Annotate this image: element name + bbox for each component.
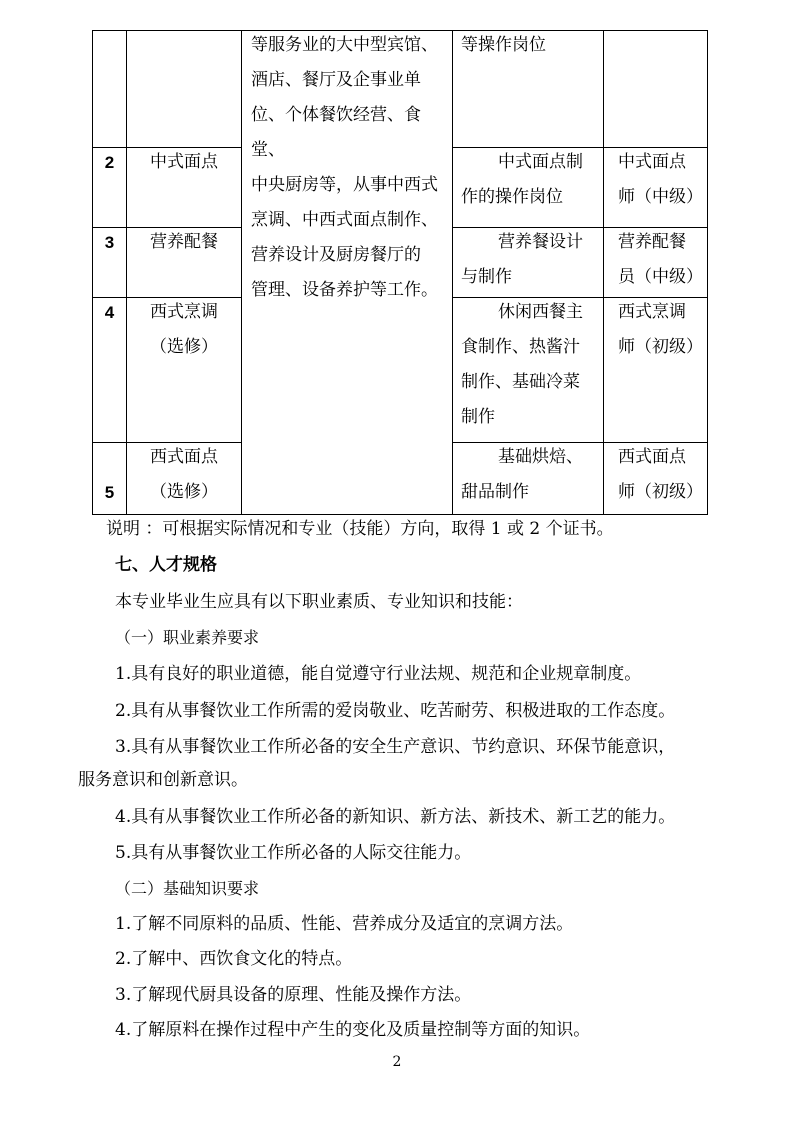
row-number: 5 — [93, 443, 127, 515]
job-post: 营养餐设计 与制作 — [453, 228, 604, 298]
list-item: 2.具有从事餐饮业工作所需的爱岗敬业、吃苦耐劳、积极进取的工作态度。 — [115, 701, 676, 721]
list-item: 服务意识和创新意识。 — [78, 770, 248, 790]
row-number: 3 — [93, 228, 127, 298]
course-name: 西式面点 （选修） — [127, 443, 242, 515]
certificate-name: 中式面点 师（中级） — [604, 148, 708, 228]
subsection-title: （一）职业素养要求 — [115, 628, 260, 647]
job-scope-cell: 等服务业的大中型宾馆、 酒店、餐厅及企事业单 位、个体餐饮经营、食堂、 中央厨房等，从事中西式 烹调、中西式面点制作、 营养设计及厨房餐厅的 管理、设备养护等工作。 — [242, 31, 453, 515]
table-row — [93, 31, 708, 148]
section-intro: 本专业毕业生应具有以下职业素质、专业知识和技能： — [115, 592, 523, 612]
subsection-title: （二）基础知识要求 — [115, 879, 260, 898]
list-item: 2.了解中、西饮食文化的特点。 — [115, 949, 353, 969]
course-name: 中式面点 — [127, 148, 242, 228]
job-post: 等操作岗位 — [453, 31, 604, 148]
list-item: 4.了解原料在操作过程中产生的变化及质量控制等方面的知识。 — [115, 1020, 591, 1040]
certificate-name: 营养配餐 员（中级） — [604, 228, 708, 298]
row-number: 4 — [93, 298, 127, 443]
list-item: 1.具有良好的职业道德，能自觉遵守行业法规、规范和企业规章制度。 — [115, 664, 642, 684]
list-item: 3.具有从事餐饮业工作所必备的安全生产意识、节约意识、环保节能意识， — [115, 737, 676, 757]
table-note: 说明 ：可根据实际情况和专业（技能）方向，取得 1 或 2 个证书。 — [106, 519, 614, 539]
page-number: 2 — [392, 1054, 402, 1070]
certificate-name — [604, 31, 708, 148]
list-item: 3.了解现代厨具设备的原理、性能及操作方法。 — [115, 985, 472, 1005]
course-name: 西式烹调 （选修） — [127, 298, 242, 443]
certificate-name: 西式烹调 师（初级） — [604, 298, 708, 443]
certificate-table — [92, 30, 708, 515]
certificate-name: 西式面点 师（初级） — [604, 443, 708, 515]
list-item: 4.具有从事餐饮业工作所必备的新知识、新方法、新技术、新工艺的能力。 — [115, 807, 676, 827]
job-post: 休闲西餐主 食制作、热酱汁 制作、基础冷菜 制作 — [453, 298, 604, 443]
job-post: 基础烘焙、 甜品制作 — [453, 443, 604, 515]
job-post: 中式面点制 作的操作岗位 — [453, 148, 604, 228]
section-title: 七、人才规格 — [115, 555, 217, 574]
list-item: 1.了解不同原料的品质、性能、营养成分及适宜的烹调方法。 — [115, 914, 574, 934]
course-name: 营养配餐 — [127, 228, 242, 298]
row-number: 2 — [93, 148, 127, 228]
course-name — [127, 31, 242, 148]
list-item: 5.具有从事餐饮业工作所必备的人际交往能力。 — [115, 843, 472, 863]
row-number — [93, 31, 127, 148]
